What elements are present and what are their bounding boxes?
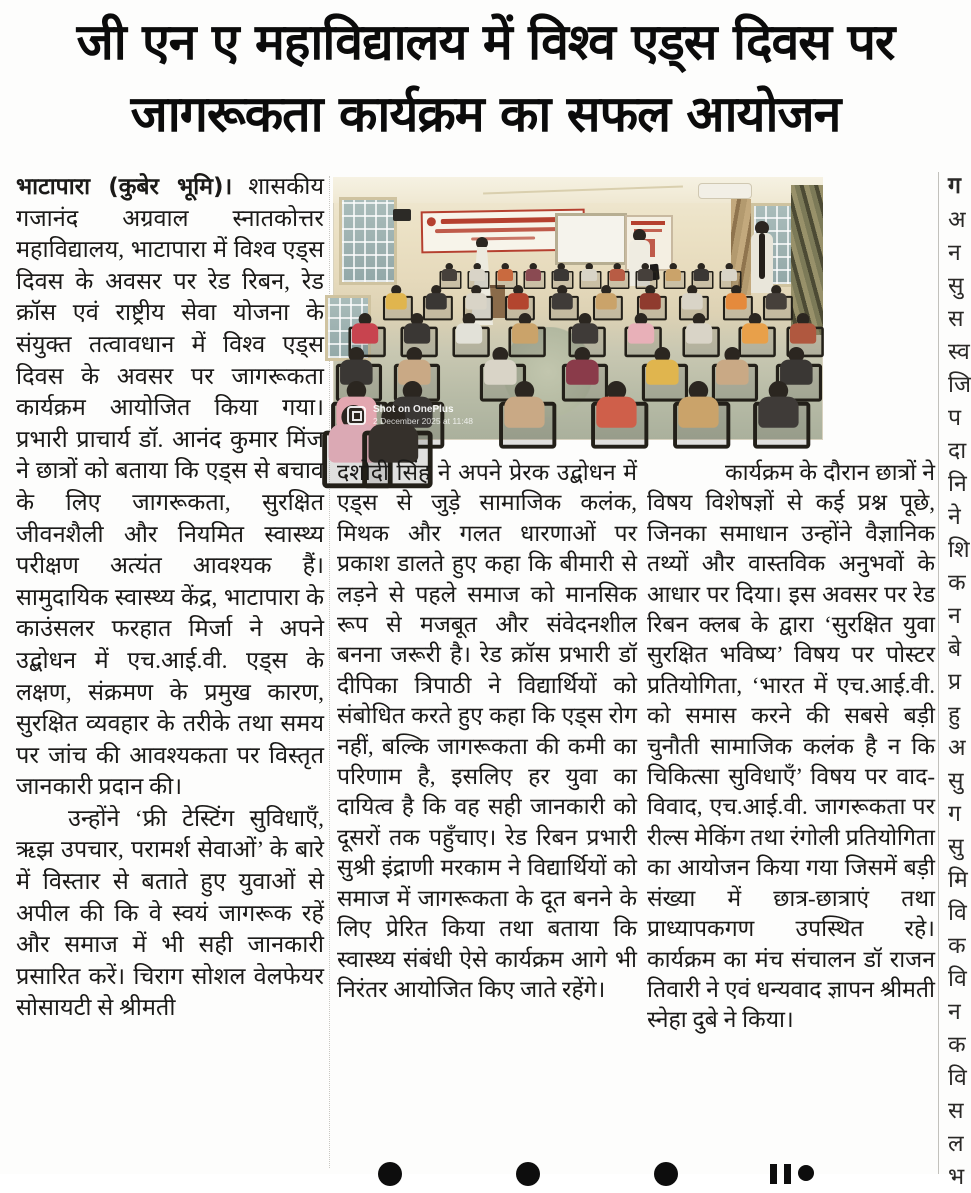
column3-text: कार्यक्रम के दौरान छात्रों ने विषय विशेषज्ञों से कई प्रश्न पूछे, जिनका समाधान उन्होंने वैज्ञानिक तथ्यों और वास्तविक अनुभवों के आधार पर दिया। इस अवसर पर रेड रिबन क्लब के द्वारा ‘सुरक्षित युवा सुरक्षित भविष्य’ विषय पर पोस्टर प्रतियोगिता, ‘भारत में एच.आई.वी. को समास करने की सबसे बड़ी चुनौती सामाजिक कलंक है न कि चिकित्सा सुविधाएँ’ विषय पर वाद-विवाद, एच.आई.वी. जागरूकता पर रील्स मेकिंग तथा रंगोली प्रतियोगिता का आयोजन किया गया जिसमें बड़ी संख्या में छात्र-छात्राएं तथा प्राध्यापकगण उपस्थित रहे। कार्यक्रम का मंच संचालन डॉ राजन तिवारी ने एवं धन्यवाद ज्ञापन श्रीमती स्नेहा दुबे ने किया। [647, 460, 935, 1033]
paragraph-1 [16, 172, 324, 804]
clipped-glyph: दा [948, 438, 967, 463]
watermark-datetime: 2 December 2025 at 11:48 [373, 416, 474, 426]
clipped-glyph: अ [948, 207, 966, 232]
clipped-glyph: स्व [948, 339, 970, 364]
clipped-glyph: सु [948, 768, 964, 793]
air-conditioner [698, 183, 752, 199]
clipped-glyph: क [948, 933, 966, 958]
article-column-1 [16, 172, 324, 1168]
clipped-glyph: स [948, 1098, 964, 1123]
clipped-glyph: नि [948, 471, 967, 496]
whiteboard [555, 213, 627, 265]
clipped-glyph: न [948, 999, 961, 1024]
clipped-glyph: स [948, 306, 964, 331]
article-headline [0, 6, 971, 150]
clipped-glyph: भ [948, 1164, 965, 1189]
column2-text: दशोदी सिंह ने अपने प्रेरक उद्बोधन में एड्स से जुड़े सामाजिक कलंक, मिथक और गलत धारणाओं पर प्रकाश डालते हुए कहा कि बीमारी से लड़ने से पहले समाज को मानसिक रूप से मजबूत और संवेदनशील बनना जरूरी है। रेड क्रॉस प्रभारी डॉ दीपिका त्रिपाठी ने विद्यार्थियों को संबोधित करते हुए कहा कि एड्स रोग नहीं, बल्कि जागरूकता की कमी का परिणाम है, इसलिए हर युवा का दायित्व है कि वह सही जानकारी को दूसरों तक पहुँचाए। रेड रिबन प्रभारी सुश्री इंद्राणी मरकाम ने विद्यार्थियों को समाज में जागरूकता के दूत बनने के लिए प्रेरित किया तथा बताया कि स्वास्थ्य संबंधी ऐसे कार्यक्रम आगे भी निरंतर आयोजित किए जाते रहेंगे। [337, 460, 637, 1002]
clipped-glyph: न [948, 240, 961, 265]
clipped-glyph: बे [948, 636, 962, 661]
clipped-glyph: वि [948, 966, 967, 991]
paragraph-2: उन्होंने ‘फ्री टेस्टिंग सुविधाएँ, ऋझ उपचार, परामर्श सेवाओं’ के बारे में विस्तार से बताते हुए युवाओं से अपील की कि वे स्वयं जागरूक रहें और समाज में भी सही जानकारी प्रसारित करें। चिराग सोशल वेलफेयर सोसायटी से श्रीमती [16, 805, 324, 1022]
article-column-3 [647, 458, 935, 1170]
left-window [339, 197, 397, 285]
next-headline-clipped [330, 1159, 950, 1174]
clipped-glyph: न [948, 603, 961, 628]
clipped-glyph: प्र [948, 669, 962, 694]
clipped-glyph: वि [948, 1065, 967, 1090]
news-photo-classroom [333, 177, 823, 440]
wall-speaker-box [393, 209, 411, 221]
article-column-2 [337, 458, 637, 1170]
page-edge-divider [938, 172, 939, 1174]
watermark-brand: Shot on OnePlus [373, 404, 454, 415]
leafy-curtain [791, 185, 823, 335]
headline-line-2: जागरूकता कार्यक्रम का सफल आयोजन [130, 85, 841, 143]
clipped-glyph: प [948, 405, 962, 430]
clipped-glyph: ल [948, 1131, 964, 1156]
clipped-glyph: जि [948, 372, 971, 397]
headline-line-1: जी एन ए महाविद्यालय में विश्व एड्स दिवस पर [76, 13, 895, 71]
dateline: भाटापारा (कुबेर भूमि)। [16, 174, 233, 200]
clipped-glyph: मि [948, 867, 968, 892]
clipped-glyph: अ [948, 735, 966, 760]
clipped-glyph: ने [948, 504, 961, 529]
clipped-glyph: वि [948, 900, 967, 925]
oneplus-logo-icon [347, 406, 366, 425]
photo-watermark [347, 404, 473, 426]
clipped-glyph: शि [948, 537, 970, 562]
clipped-glyph: ग [948, 801, 961, 826]
clipped-glyph: क [948, 1032, 966, 1057]
column1-text: शासकीय गजानंद अग्रवाल स्नातकोत्तर महाविद्यालय, भाटापारा में विश्व एड्स दिवस के अवसर पर रेड रिबन, रेड क्रॉस एवं राष्ट्रीय सेवा योजना के संयुक्त तत्वावधान में विश्व एड्स दिवस के अवसर पर जागरूकता कार्यक्रम आयोजित किया गया। प्रभारी प्राचार्य डॉ. आनंद कुमार मिंज ने छात्रों को बताया कि एड्स से बचाव के लिए जागरूकता, सुरक्षित जीवनशैली और नियमित स्वास्थ्य परीक्षण अत्यंत आवश्यक हैं। सामुदायिक स्वास्थ्य केंद्र, भाटापारा के काउंसलर फरहात मिर्जा ने अपने उद्बोधन में एच.आई.वी. एड्स के लक्षण, संक्रमण के प्रमुख कारण, सुरक्षित व्यवहार के तरीके तथा समय पर जांच की आवश्यकता पर विस्तृत जानकारी प्रदान की। [16, 174, 324, 801]
clipped-glyph: सु [948, 834, 964, 859]
clipped-glyph: ग [948, 173, 961, 199]
clipped-glyph: सु [948, 273, 964, 298]
clipped-glyph: हु [948, 702, 961, 727]
clipped-glyph: क [948, 570, 966, 595]
adjacent-column-clipped [948, 170, 971, 1189]
